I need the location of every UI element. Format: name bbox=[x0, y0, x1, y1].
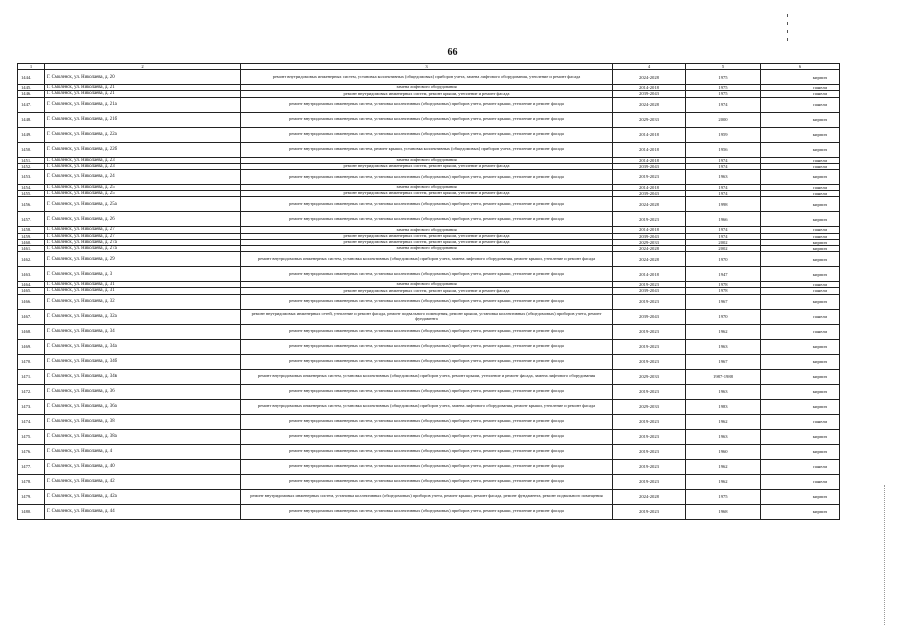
period-cell: 2024-2028 bbox=[613, 97, 686, 112]
works-cell: ремонт внутридомовых инженерных систем, установка коллективных (общедомовых) приборов учета, замена лифтового оборудования, ремонт крыши, утепление и ремонт фасада bbox=[241, 399, 613, 414]
period-cell: 2014-2018 bbox=[613, 157, 686, 163]
row-number: 1459. bbox=[18, 233, 45, 239]
row-number: 1469. bbox=[18, 339, 45, 354]
wall-material-cell: кирпич bbox=[761, 399, 840, 414]
table-row bbox=[18, 339, 840, 354]
row-number: 1470. bbox=[18, 354, 45, 369]
works-cell: ремонт внутридомовых инженерных систем, ремонт крыши, утепление и ремонт фасада bbox=[241, 91, 613, 97]
wall-material-cell: панели bbox=[761, 474, 840, 489]
works-cell: ремонт внутридомовых инженерных систем, установка коллективных (общедомовых) приборов учета, ремонт крыши, утепление и ремонт фасада bbox=[241, 170, 613, 185]
works-cell: ремонт внутридомовых инженерных систем, установка коллективных (общедомовых) приборов учета, ремонт крыши, утепление и ремонт фасада bbox=[241, 294, 613, 309]
works-cell: ремонт внутридомовых инженерных систем, установка коллективных (общедомовых) приборов учета, замена лифтового оборудования, утепление и ремонт фасада bbox=[241, 70, 613, 85]
works-cell: замена лифтового оборудования bbox=[241, 185, 613, 191]
wall-material-cell: панели bbox=[761, 185, 840, 191]
works-cell: ремонт внутридомовых инженерных систем, установка коллективных (общедомовых) приборов учета, ремонт крыши, утепление и ремонт фасада bbox=[241, 429, 613, 444]
works-cell: ремонт внутридомовых инженерных систем, ремонт крыши, утепление и ремонт фасада bbox=[241, 239, 613, 245]
year-built-cell: 1970 bbox=[686, 252, 761, 267]
works-cell: замена лифтового оборудования bbox=[241, 157, 613, 163]
table-row bbox=[18, 489, 840, 504]
period-cell: 2019-2023 bbox=[613, 339, 686, 354]
address-cell: Г. Смоленск, ул. Николаева, д. 31 bbox=[45, 288, 241, 294]
address-cell: Г. Смоленск, ул. Николаева, д. 42 bbox=[45, 474, 241, 489]
address-cell: Г. Смоленск, ул. Николаева, д. 20 bbox=[45, 70, 241, 85]
works-cell: ремонт внутридомовых инженерных систем, ремонт крыши, утепление и ремонт фасада bbox=[241, 233, 613, 239]
wall-material-cell: кирпич bbox=[761, 339, 840, 354]
address-cell: Г. Смоленск, ул. Николаева, д. 38 bbox=[45, 414, 241, 429]
works-cell: ремонт внутридомовых инженерных систем, установка коллективных (общедомовых) приборов учета, ремонт крыши, ремонт фасада, ремонт фундамента, ремонт подвального помещения bbox=[241, 489, 613, 504]
address-cell: Г. Смоленск, ул. Николаева, д. 27а bbox=[45, 239, 241, 245]
address-cell: Г. Смоленск, ул. Николаева, д. 21б bbox=[45, 112, 241, 127]
wall-material-cell: кирпич bbox=[761, 246, 840, 252]
address-cell: Г. Смоленск, ул. Николаева, д. 21 bbox=[45, 85, 241, 91]
row-number: 1479. bbox=[18, 489, 45, 504]
works-cell: ремонт внутридомовых инженерных систем, установка коллективных (общедомовых) приборов учета, ремонт крыши, утепление и ремонт фасада bbox=[241, 459, 613, 474]
wall-material-cell: панели bbox=[761, 191, 840, 197]
year-built-cell: 1975 bbox=[686, 85, 761, 91]
row-number: 1460. bbox=[18, 239, 45, 245]
row-number: 1465. bbox=[18, 288, 45, 294]
year-built-cell: 1962 bbox=[686, 324, 761, 339]
period-cell: 2039-2043 bbox=[613, 233, 686, 239]
year-built-cell: 1998 bbox=[686, 197, 761, 212]
row-number: 1480. bbox=[18, 504, 45, 519]
year-built-cell: 1962 bbox=[686, 474, 761, 489]
year-built-cell: 1963 bbox=[686, 170, 761, 185]
table-row bbox=[18, 212, 840, 227]
wall-material-cell: кирпич bbox=[761, 239, 840, 245]
address-cell: Г. Смоленск, ул. Николаева, д. 3 bbox=[45, 267, 241, 282]
year-built-cell: 1983 bbox=[686, 399, 761, 414]
address-cell: Г. Смоленск, ул. Николаева, д. 27 bbox=[45, 227, 241, 233]
period-cell: 2019-2023 bbox=[613, 384, 686, 399]
table-row bbox=[18, 197, 840, 212]
year-built-cell: 1974 bbox=[686, 191, 761, 197]
period-cell: 2014-2018 bbox=[613, 142, 686, 157]
table-row bbox=[18, 127, 840, 142]
period-cell: 2014-2018 bbox=[613, 267, 686, 282]
row-number: 1461. bbox=[18, 246, 45, 252]
row-number: 1474. bbox=[18, 414, 45, 429]
works-cell: ремонт внутридомовых инженерных систем, установка коллективных (общедомовых) приборов учета, ремонт крыши, утепление и ремонт фасада bbox=[241, 384, 613, 399]
works-cell: ремонт внутридомовых инженерных систем, установка коллективных (общедомовых) приборов учета, ремонт крыши, утепление и ремонт фасада bbox=[241, 504, 613, 519]
table-row bbox=[18, 309, 840, 324]
wall-material-cell: панели bbox=[761, 309, 840, 324]
period-cell: 2019-2023 bbox=[613, 170, 686, 185]
works-cell: замена лифтового оборудования bbox=[241, 85, 613, 91]
address-cell: Г. Смоленск, ул. Николаева, д. 4 bbox=[45, 444, 241, 459]
year-built-cell: 1963 bbox=[686, 384, 761, 399]
wall-material-cell: кирпич bbox=[761, 197, 840, 212]
wall-material-cell: панели bbox=[761, 91, 840, 97]
row-number: 1462. bbox=[18, 252, 45, 267]
row-number: 1464. bbox=[18, 282, 45, 288]
address-cell: Г. Смоленск, ул. Николаева, д. 38а bbox=[45, 429, 241, 444]
row-number: 1452. bbox=[18, 163, 45, 169]
period-cell: 2019-2023 bbox=[613, 504, 686, 519]
table-row bbox=[18, 142, 840, 157]
year-built-cell: 1960 bbox=[686, 444, 761, 459]
year-built-cell: 1966 bbox=[686, 212, 761, 227]
row-number: 1457. bbox=[18, 212, 45, 227]
year-built-cell: 1974 bbox=[686, 163, 761, 169]
table-row bbox=[18, 252, 840, 267]
table-row bbox=[18, 324, 840, 339]
works-cell: замена лифтового оборудования bbox=[241, 227, 613, 233]
column-header: 4 bbox=[613, 64, 686, 70]
works-cell: замена лифтового оборудования bbox=[241, 246, 613, 252]
works-cell: ремонт внутридомовых инженерных систем, установка коллективных (общедомовых) приборов учета, ремонт крыши, утепление и ремонт фасада bbox=[241, 324, 613, 339]
address-cell: Г. Смоленск, ул. Николаева, д. 34б bbox=[45, 354, 241, 369]
row-number: 1476. bbox=[18, 444, 45, 459]
year-built-cell: 1975 bbox=[686, 70, 761, 85]
table-row bbox=[18, 170, 840, 185]
wall-material-cell: панели bbox=[761, 459, 840, 474]
row-number: 1455. bbox=[18, 191, 45, 197]
year-built-cell: 1974 bbox=[686, 233, 761, 239]
wall-material-cell: кирпич bbox=[761, 429, 840, 444]
address-cell: Г. Смоленск, ул. Николаева, д. 27а bbox=[45, 246, 241, 252]
works-cell: ремонт внутридомовых инженерных систем, ремонт крыши, утепление и ремонт фасада bbox=[241, 191, 613, 197]
address-cell: Г. Смоленск, ул. Николаева, д. 25 bbox=[45, 185, 241, 191]
address-cell: Г. Смоленск, ул. Николаева, д. 25 bbox=[45, 191, 241, 197]
year-built-cell: 1975 bbox=[686, 489, 761, 504]
wall-material-cell: кирпич bbox=[761, 354, 840, 369]
period-cell: 2039-2043 bbox=[613, 91, 686, 97]
table-row bbox=[18, 354, 840, 369]
year-built-cell: 1956 bbox=[686, 142, 761, 157]
works-cell: ремонт внутридомовых инженерных систем, установка коллективных (общедомовых) приборов учета, замена лифтового оборудования, ремонт крыши, утепление и ремонт фасада bbox=[241, 252, 613, 267]
period-cell: 2019-2023 bbox=[613, 282, 686, 288]
year-built-cell: 2002 bbox=[686, 246, 761, 252]
year-built-cell: 1975 bbox=[686, 91, 761, 97]
year-built-cell: 2000 bbox=[686, 112, 761, 127]
address-cell: Г. Смоленск, ул. Николаева, д. 32а bbox=[45, 309, 241, 324]
address-cell: Г. Смоленск, ул. Николаева, д. 22б bbox=[45, 142, 241, 157]
wall-material-cell: панели bbox=[761, 324, 840, 339]
row-number: 1448. bbox=[18, 112, 45, 127]
address-cell: Г. Смоленск, ул. Николаева, д. 40 bbox=[45, 459, 241, 474]
works-cell: ремонт внутридомовых инженерных систем, ремонт крыши, установка коллективных (общедомовых) приборов учета, утепление и ремонт фасада bbox=[241, 142, 613, 157]
period-cell: 2029-2033 bbox=[613, 112, 686, 127]
address-cell: Г. Смоленск, ул. Николаева, д. 36а bbox=[45, 399, 241, 414]
wall-material-cell: кирпич bbox=[761, 294, 840, 309]
works-cell: ремонт внутридомовых инженерных систем, установка коллективных (общедомовых) приборов учета, ремонт крыши, утепление и ремонт фасада bbox=[241, 339, 613, 354]
wall-material-cell: панели bbox=[761, 163, 840, 169]
address-cell: Г. Смоленск, ул. Николаева, д. 34в bbox=[45, 369, 241, 384]
works-cell: ремонт внутридомовых инженерных систем, установка коллективных (общедомовых) приборов учета, ремонт крыши, утепление и ремонт фасада bbox=[241, 212, 613, 227]
wall-material-cell: кирпич bbox=[761, 384, 840, 399]
year-built-cell: 1962 bbox=[686, 414, 761, 429]
column-header: 5 bbox=[686, 64, 761, 70]
column-header: 6 bbox=[761, 64, 840, 70]
row-number: 1456. bbox=[18, 197, 45, 212]
works-cell: ремонт внутридомовых инженерных систем, ремонт крыши, утепление и ремонт фасада bbox=[241, 288, 613, 294]
year-built-cell: 1967 bbox=[686, 354, 761, 369]
address-cell: Г. Смоленск, ул. Николаева, д. 32 bbox=[45, 294, 241, 309]
column-header: 3 bbox=[241, 64, 613, 70]
wall-material-cell: кирпич bbox=[761, 170, 840, 185]
row-number: 1478. bbox=[18, 474, 45, 489]
row-number: 1449. bbox=[18, 127, 45, 142]
works-cell: ремонт внутридомовых инженерных систем, установка коллективных (общедомовых) приборов учета, ремонт крыши, утепление и ремонт фасада bbox=[241, 197, 613, 212]
address-cell: Г. Смоленск, ул. Николаева, д. 34 bbox=[45, 324, 241, 339]
year-built-cell: 1970 bbox=[686, 309, 761, 324]
year-built-cell: 1978 bbox=[686, 288, 761, 294]
period-cell: 2019-2023 bbox=[613, 459, 686, 474]
period-cell: 2019-2023 bbox=[613, 429, 686, 444]
page-number: 66 bbox=[447, 47, 458, 58]
period-cell: 2039-2043 bbox=[613, 163, 686, 169]
row-number: 1445. bbox=[18, 85, 45, 91]
table-row bbox=[18, 97, 840, 112]
wall-material-cell: панели bbox=[761, 85, 840, 91]
row-number: 1463. bbox=[18, 267, 45, 282]
table-row bbox=[18, 504, 840, 519]
period-cell: 2024-2028 bbox=[613, 70, 686, 85]
address-cell: Г. Смоленск, ул. Николаева, д. 21а bbox=[45, 97, 241, 112]
table-row bbox=[18, 399, 840, 414]
works-cell: ремонт внутридомовых инженерных систем, установка коллективных (общедомовых) приборов учета, ремонт крыши, утепление и ремонт фасада bbox=[241, 414, 613, 429]
address-cell: Г. Смоленск, ул. Николаева, д. 26 bbox=[45, 212, 241, 227]
year-built-cell: 1967 bbox=[686, 294, 761, 309]
period-cell: 2019-2023 bbox=[613, 444, 686, 459]
period-cell: 2014-2018 bbox=[613, 185, 686, 191]
table-row bbox=[18, 70, 840, 85]
row-number: 1451. bbox=[18, 157, 45, 163]
row-number: 1467. bbox=[18, 309, 45, 324]
address-cell: Г. Смоленск, ул. Николаева, д. 42а bbox=[45, 489, 241, 504]
period-cell: 2024-2028 bbox=[613, 489, 686, 504]
period-cell: 2029-2033 bbox=[613, 369, 686, 384]
repair-schedule-table bbox=[17, 63, 840, 520]
wall-material-cell: панели bbox=[761, 233, 840, 239]
row-number: 1444. bbox=[18, 70, 45, 85]
wall-material-cell: кирпич bbox=[761, 489, 840, 504]
period-cell: 2039-2043 bbox=[613, 288, 686, 294]
address-cell: Г. Смоленск, ул. Николаева, д. 23 bbox=[45, 163, 241, 169]
year-built-cell: 2002 bbox=[686, 239, 761, 245]
year-built-cell: 1947 bbox=[686, 267, 761, 282]
wall-material-cell: панели bbox=[761, 97, 840, 112]
table-row bbox=[18, 444, 840, 459]
works-cell: ремонт внутридомовых инженерных сетей, утепление и ремонт фасада, ремонт подвального помещения, ремонт крыши, установка коллективных (общедомовых) приборов учета, ремонт фундамента bbox=[241, 309, 613, 324]
wall-material-cell: панели bbox=[761, 282, 840, 288]
period-cell: 2039-2043 bbox=[613, 191, 686, 197]
year-built-cell: 1959 bbox=[686, 127, 761, 142]
period-cell: 2019-2023 bbox=[613, 414, 686, 429]
wall-material-cell: кирпич bbox=[761, 127, 840, 142]
wall-material-cell: кирпич bbox=[761, 504, 840, 519]
wall-material-cell: панели bbox=[761, 414, 840, 429]
works-cell: ремонт внутридомовых инженерных систем, установка коллективных (общедомовых) приборов учета, ремонт крыши, утепление и ремонт фасада bbox=[241, 97, 613, 112]
row-number: 1471. bbox=[18, 369, 45, 384]
works-cell: замена лифтового оборудования bbox=[241, 282, 613, 288]
row-number: 1473. bbox=[18, 399, 45, 414]
table-row bbox=[18, 384, 840, 399]
period-cell: 2019-2023 bbox=[613, 474, 686, 489]
table-row bbox=[18, 369, 840, 384]
address-cell: Г. Смоленск, ул. Николаева, д. 24 bbox=[45, 170, 241, 185]
period-cell: 2019-2023 bbox=[613, 324, 686, 339]
year-built-cell: 1963 bbox=[686, 429, 761, 444]
row-number: 1450. bbox=[18, 142, 45, 157]
table-row bbox=[18, 459, 840, 474]
table-body bbox=[18, 70, 840, 519]
table-row bbox=[18, 112, 840, 127]
works-cell: ремонт внутридомовых инженерных систем, установка коллективных (общедомовых) приборов учета, ремонт крыши, утепление и ремонт фасада bbox=[241, 127, 613, 142]
period-cell: 2024-2028 bbox=[613, 252, 686, 267]
works-cell: ремонт внутридомовых инженерных систем, установка коллективных (общедомовых) приборов учета, ремонт крыши, утепление и ремонт фасада bbox=[241, 112, 613, 127]
table-row bbox=[18, 474, 840, 489]
wall-material-cell: кирпич bbox=[761, 112, 840, 127]
year-built-cell: 1968 bbox=[686, 504, 761, 519]
year-built-cell: 1978 bbox=[686, 282, 761, 288]
column-header: 1 bbox=[18, 64, 45, 70]
year-built-cell: 1974 bbox=[686, 97, 761, 112]
works-cell: ремонт внутридомовых инженерных систем, установка коллективных (общедомовых) приборов учета, ремонт крыши, утепление и ремонт фасада bbox=[241, 354, 613, 369]
year-built-cell: 1963 bbox=[686, 339, 761, 354]
table-row bbox=[18, 429, 840, 444]
period-cell: 2024-2028 bbox=[613, 197, 686, 212]
row-number: 1453. bbox=[18, 170, 45, 185]
wall-material-cell: панели bbox=[761, 157, 840, 163]
address-cell: Г. Смоленск, ул. Николаева, д. 31 bbox=[45, 282, 241, 288]
column-header: 2 bbox=[45, 64, 241, 70]
works-cell: ремонт внутридомовых инженерных систем, установка коллективных (общедомовых) приборов учета, ремонт крыши, утепление и ремонт фасада bbox=[241, 444, 613, 459]
address-cell: Г. Смоленск, ул. Николаева, д. 36 bbox=[45, 384, 241, 399]
address-cell: Г. Смоленск, ул. Николаева, д. 25а bbox=[45, 197, 241, 212]
row-number: 1468. bbox=[18, 324, 45, 339]
address-cell: Г. Смоленск, ул. Николаева, д. 29 bbox=[45, 252, 241, 267]
year-built-cell: 1974 bbox=[686, 185, 761, 191]
works-cell: ремонт внутридомовых инженерных систем, установка коллективных (общедомовых) приборов учета, ремонт крыши, утепление и ремонт фасада bbox=[241, 267, 613, 282]
row-number: 1472. bbox=[18, 384, 45, 399]
address-cell: Г. Смоленск, ул. Николаева, д. 21 bbox=[45, 91, 241, 97]
row-number: 1477. bbox=[18, 459, 45, 474]
period-cell: 2024-2028 bbox=[613, 246, 686, 252]
wall-material-cell: кирпич bbox=[761, 369, 840, 384]
period-cell: 2029-2033 bbox=[613, 239, 686, 245]
period-cell: 2019-2023 bbox=[613, 212, 686, 227]
works-cell: ремонт внутридомовых инженерных систем, ремонт крыши, утепление и ремонт фасада bbox=[241, 163, 613, 169]
row-number: 1446. bbox=[18, 91, 45, 97]
wall-material-cell: кирпич bbox=[761, 252, 840, 267]
row-number: 1458. bbox=[18, 227, 45, 233]
period-cell: 2029-2033 bbox=[613, 399, 686, 414]
address-cell: Г. Смоленск, ул. Николаева, д. 23 bbox=[45, 157, 241, 163]
table-row bbox=[18, 294, 840, 309]
period-cell: 2014-2018 bbox=[613, 227, 686, 233]
table-row bbox=[18, 267, 840, 282]
row-number: 1454. bbox=[18, 185, 45, 191]
wall-material-cell: кирпич bbox=[761, 444, 840, 459]
period-cell: 2019-2023 bbox=[613, 294, 686, 309]
period-cell: 2014-2018 bbox=[613, 127, 686, 142]
year-built-cell: 1974 bbox=[686, 227, 761, 233]
row-number: 1466. bbox=[18, 294, 45, 309]
address-cell: Г. Смоленск, ул. Николаева, д. 34а bbox=[45, 339, 241, 354]
table-row bbox=[18, 414, 840, 429]
period-cell: 2014-2018 bbox=[613, 85, 686, 91]
address-cell: Г. Смоленск, ул. Николаева, д. 22а bbox=[45, 127, 241, 142]
wall-material-cell: кирпич bbox=[761, 267, 840, 282]
scan-edge-line bbox=[884, 485, 887, 625]
wall-material-cell: кирпич bbox=[761, 142, 840, 157]
address-cell: Г. Смоленск, ул. Николаева, д. 44 bbox=[45, 504, 241, 519]
row-number: 1447. bbox=[18, 97, 45, 112]
year-built-cell: 1974 bbox=[686, 157, 761, 163]
wall-material-cell: кирпич bbox=[761, 212, 840, 227]
works-cell: ремонт внутридомовых инженерных систем, установка коллективных (общедомовых) приборов учета, ремонт крыши, утепление и ремонт фасада bbox=[241, 474, 613, 489]
address-cell: Г. Смоленск, ул. Николаева, д. 27 bbox=[45, 233, 241, 239]
wall-material-cell: кирпич bbox=[761, 70, 840, 85]
year-built-cell: 1987-1988 bbox=[686, 369, 761, 384]
wall-material-cell: панели bbox=[761, 227, 840, 233]
wall-material-cell: панели bbox=[761, 288, 840, 294]
year-built-cell: 1962 bbox=[686, 459, 761, 474]
period-cell: 2039-2043 bbox=[613, 309, 686, 324]
period-cell: 2019-2023 bbox=[613, 354, 686, 369]
row-number: 1475. bbox=[18, 429, 45, 444]
works-cell: ремонт внутридомовых инженерных систем, установка коллективных (общедомовых) приборов учета, ремонт крыши, утепление и ремонт фасада, замена лифтового оборудования bbox=[241, 369, 613, 384]
